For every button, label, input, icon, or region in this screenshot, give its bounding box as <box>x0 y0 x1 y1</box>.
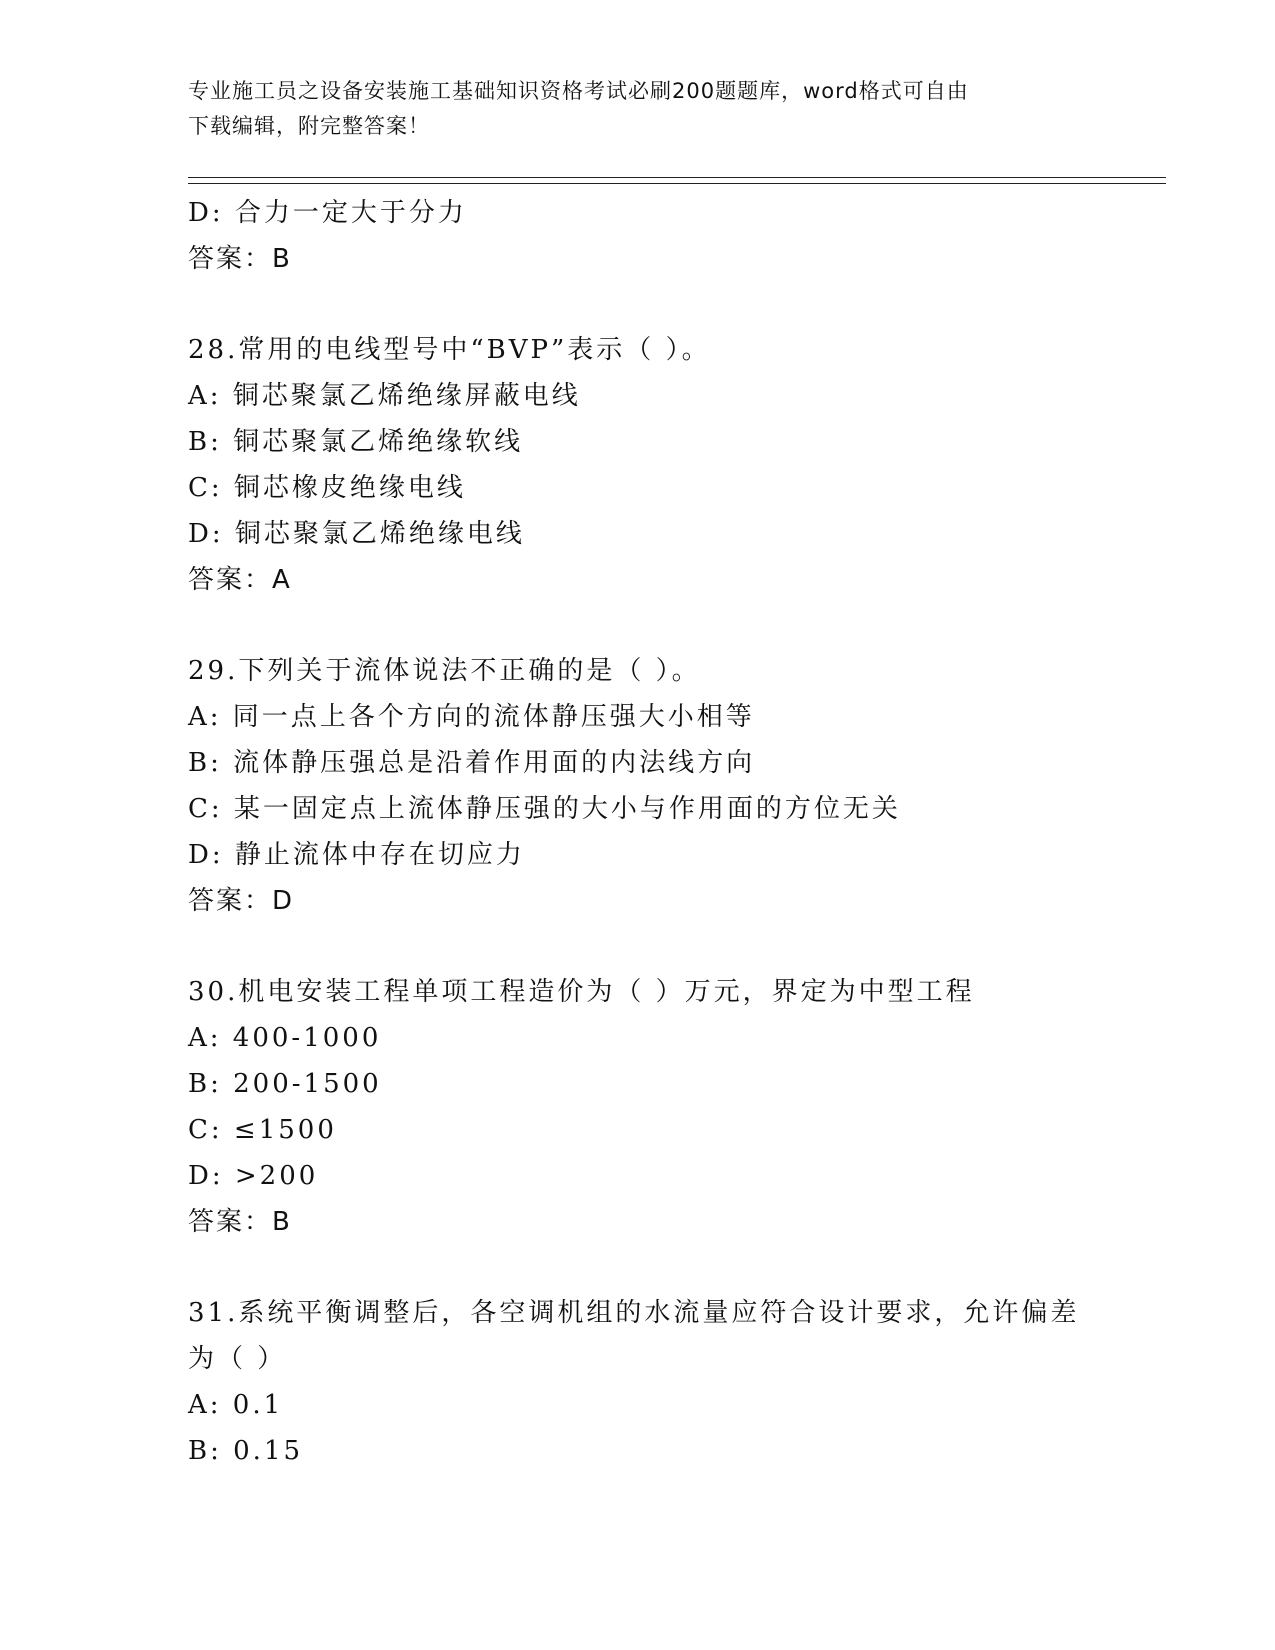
option-b: B: 流体静压强总是沿着作用面的内法线方向 <box>188 748 756 778</box>
question-31 <box>188 1290 1088 1474</box>
header-rule-top <box>188 177 1166 178</box>
option-d: D: >200 <box>188 1161 319 1191</box>
question-text-line-1: 31.系统平衡调整后，各空调机组的水流量应符合设计要求，允许偏差 <box>188 1298 1080 1328</box>
option-a: A: 同一点上各个方向的流体静压强大小相等 <box>188 702 755 732</box>
option-d: D: 静止流体中存在切应力 <box>188 840 525 870</box>
option-c: C: 某一固定点上流体静压强的大小与作用面的方位无关 <box>188 794 901 824</box>
option-c: C: 铜芯橡皮绝缘电线 <box>188 473 466 503</box>
question-29 <box>188 648 1088 924</box>
document-header <box>188 74 1088 144</box>
header-line-2: 下载编辑，附完整答案！ <box>188 114 430 138</box>
answer: 答案：B <box>188 1207 292 1237</box>
option-c: C: ≤1500 <box>188 1115 337 1145</box>
question-text: 28.常用的电线型号中“BVP”表示（ ）。 <box>188 335 711 365</box>
option-a: A: 0.1 <box>188 1390 284 1420</box>
option-b: B: 0.15 <box>188 1436 304 1466</box>
question-text: 29.下列关于流体说法不正确的是（ ）。 <box>188 656 701 686</box>
question-30 <box>188 969 1088 1245</box>
question-list <box>188 190 1088 1474</box>
answer: 答案：D <box>188 886 295 916</box>
header-rule-bottom <box>188 183 1166 184</box>
previous-question-fragment <box>188 190 1088 282</box>
option-b: B: 铜芯聚氯乙烯绝缘软线 <box>188 427 524 457</box>
option-d: D: 铜芯聚氯乙烯绝缘电线 <box>188 519 525 549</box>
option-a: A: 铜芯聚氯乙烯绝缘屏蔽电线 <box>188 381 581 411</box>
option-d: D: 合力一定大于分力 <box>188 198 467 228</box>
answer: 答案：B <box>188 244 292 274</box>
option-a: A: 400-1000 <box>188 1023 382 1053</box>
answer: 答案：A <box>188 565 292 595</box>
question-28 <box>188 327 1088 603</box>
question-text: 30.机电安装工程单项工程造价为（ ）万元，界定为中型工程 <box>188 977 975 1007</box>
header-line-1: 专业施工员之设备安装施工基础知识资格考试必刷200题题库，word格式可自由 <box>188 79 969 103</box>
question-text-line-2: 为（ ） <box>188 1344 287 1374</box>
option-b: B: 200-1500 <box>188 1069 382 1099</box>
